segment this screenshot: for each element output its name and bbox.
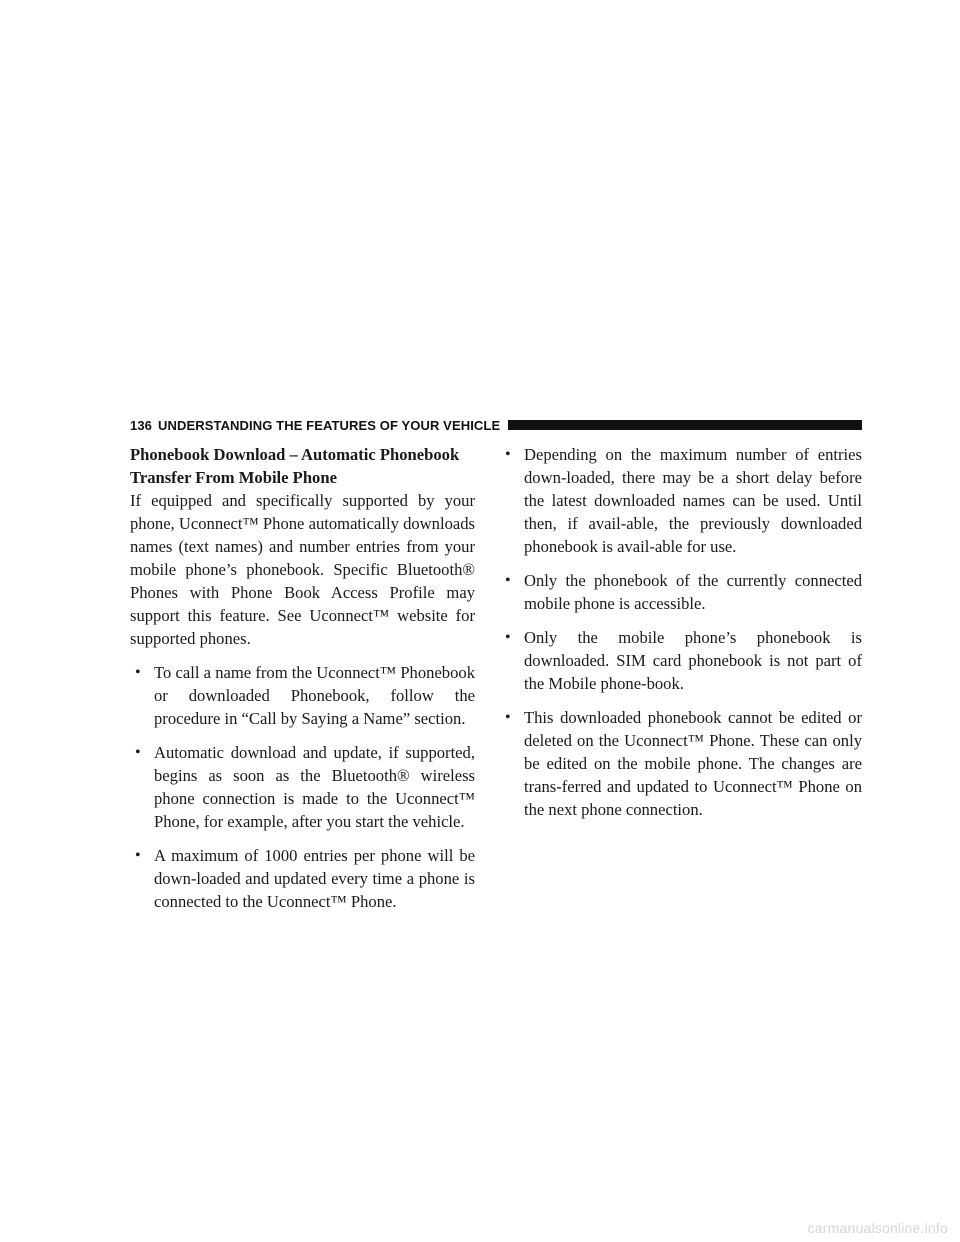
bullet-icon: • — [505, 446, 511, 463]
list-item: • Depending on the maximum number of entries down-loaded, there may be a short delay before the latest downloaded names can be used. Until then, if avail-able, the previously downloaded phonebook is avail-able for use. — [505, 445, 862, 556]
watermark: carmanualsonline.info — [807, 1220, 948, 1236]
section-heading — [130, 443, 475, 489]
page-header — [130, 415, 862, 435]
bullet-icon: • — [135, 744, 141, 761]
bullet-icon: • — [505, 709, 511, 726]
bullet-icon: • — [505, 572, 511, 589]
list-item: • Only the mobile phone’s phonebook is downloaded. SIM card phonebook is not part of the Mobile phone-book. — [505, 628, 862, 693]
list-item: • This downloaded phonebook cannot be edited or deleted on the Uconnect™ Phone. These can only be edited on the mobile phone. The changes are trans-ferred and updated to Uconnect™ Phone on the next phone connection. — [505, 708, 862, 819]
intro-paragraph: If equipped and specifically supported by your phone, Uconnect™ Phone automatically downloads names (text names) and number entries from your mobile phone’s phonebook. Specific Bluetooth® Phones with Phone Book Access Profile may support this feature. See Uconnect™ website for supported phones. — [130, 491, 475, 648]
bullet-icon: • — [505, 629, 511, 646]
section-title: UNDERSTANDING THE FEATURES OF YOUR VEHICLE — [158, 417, 501, 433]
left-column — [130, 443, 475, 924]
left-bullet-list — [130, 661, 475, 913]
header-rule — [508, 420, 862, 430]
bullet-icon: • — [135, 847, 141, 864]
heading-line-1: Phonebook Download – Automatic Phonebook — [130, 445, 460, 464]
heading-line-2: Transfer From Mobile Phone — [130, 468, 337, 487]
list-item: • To call a name from the Uconnect™ Phonebook or downloaded Phonebook, follow the procedure in “Call by Saying a Name” section. — [135, 663, 475, 728]
list-item: • A maximum of 1000 entries per phone will be down-loaded and updated every time a phone is connected to the Uconnect™ Phone. — [135, 846, 475, 911]
right-bullet-list — [500, 443, 862, 821]
page-number: 136 — [130, 417, 152, 433]
list-item: • Automatic download and update, if supported, begins as soon as the Bluetooth® wireless phone connection is made to the Uconnect™ Phone, for example, after you start the vehicle. — [135, 743, 475, 831]
bullet-icon: • — [135, 664, 141, 681]
list-item: • Only the phonebook of the currently connected mobile phone is accessible. — [505, 571, 862, 613]
right-column — [500, 443, 862, 832]
